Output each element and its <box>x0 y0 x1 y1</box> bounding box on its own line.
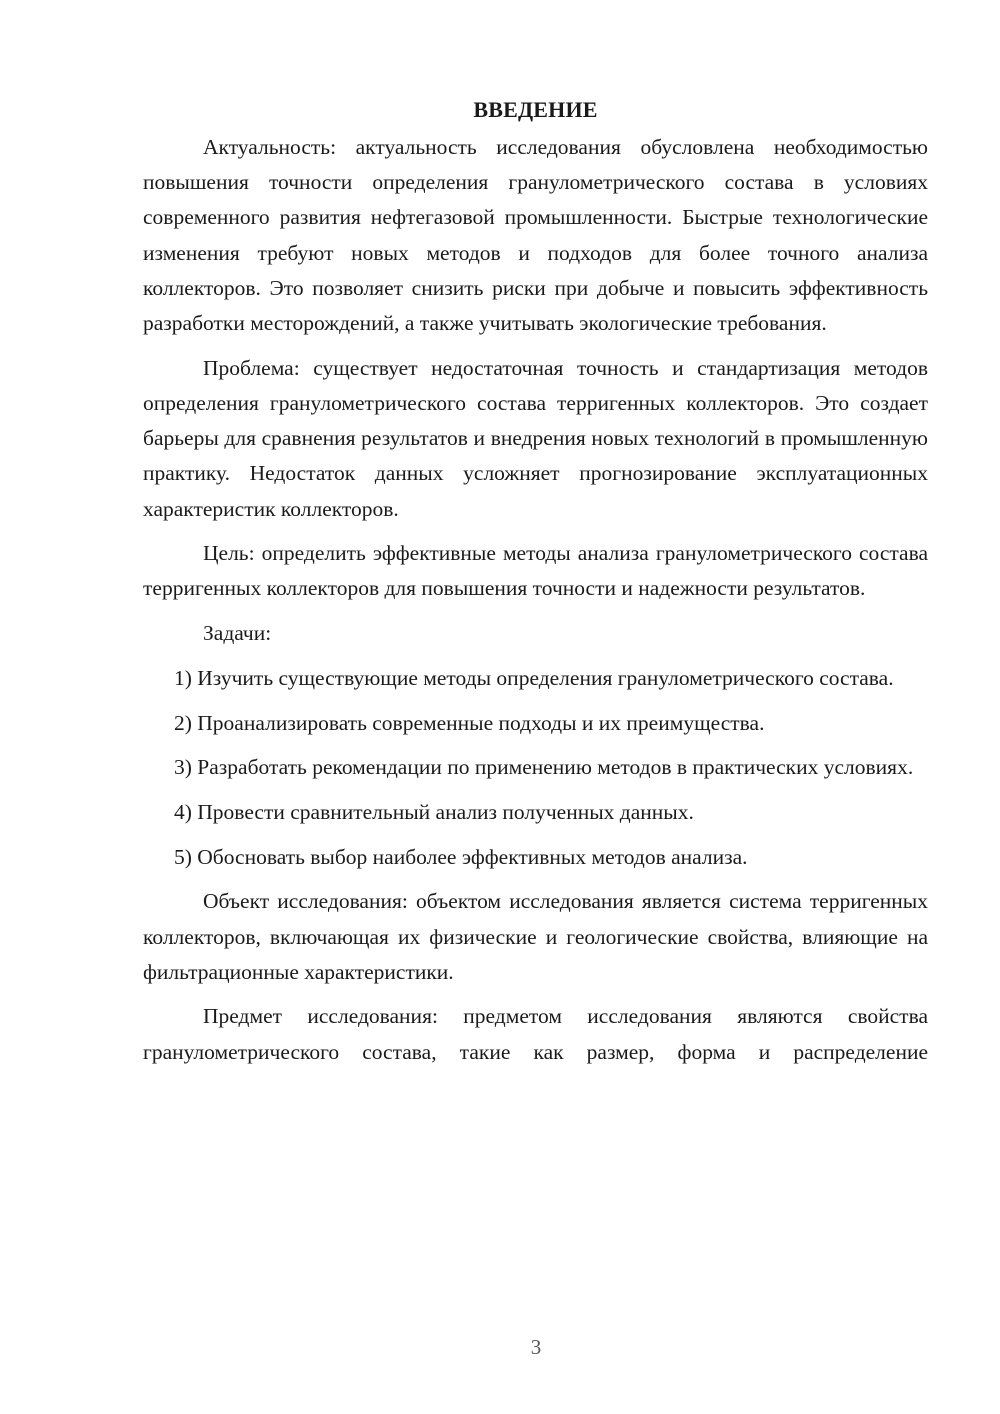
task-item-2: 2) Проанализировать современные подходы и их преимущества. <box>174 710 765 735</box>
page-content <box>143 96 928 1070</box>
task-item-3: 3) Разработать рекомендации по применению методов в практических условиях. <box>174 755 914 780</box>
page-number: 3 <box>530 1335 542 1359</box>
paragraph-subject: Предмет исследования: предметом исследования являются свойства гранулометрического состава, такие как размер, форма и распределение <box>143 1004 928 1064</box>
page-title: ВВЕДЕНИЕ <box>473 97 598 122</box>
paragraph-object: Объект исследования: объектом исследования является система терригенных коллекторов, включающая их физические и геологические свойства, влияющие на фильтрационные характеристики. <box>143 889 928 984</box>
paragraph-relevance: Актуальность: актуальность исследования обусловлена необходимостью повышения точности определения гранулометрического состава в условиях современного развития нефтегазовой промышленности. Быстрые технологические изменения требуют новых методов и подходов для более точного анализа коллекторов. Это позволяет снизить риски при добыче и повысить эффективность разработки месторождений, а также учитывать экологические требования. <box>143 135 928 336</box>
task-item-1: 1) Изучить существующие методы определения гранулометрического состава. <box>174 665 894 690</box>
task-item-5: 5) Обосновать выбор наиболее эффективных методов анализа. <box>174 844 748 869</box>
paragraph-goal: Цель: определить эффективные методы анализа гранулометрического состава терригенных коллекторов для повышения точности и надежности результатов. <box>143 541 928 601</box>
paragraph-tasks-heading: Задачи: <box>203 621 272 646</box>
task-item-4: 4) Провести сравнительный анализ полученных данных. <box>174 799 694 824</box>
paragraph-problem: Проблема: существует недостаточная точность и стандартизация методов определения гранулометрического состава терригенных коллекторов. Это создает барьеры для сравнения результатов и внедрения новых технологий в промышленную практику. Недостаток данных усложняет прогнозирование эксплуатационных характеристик коллекторов. <box>143 355 928 521</box>
